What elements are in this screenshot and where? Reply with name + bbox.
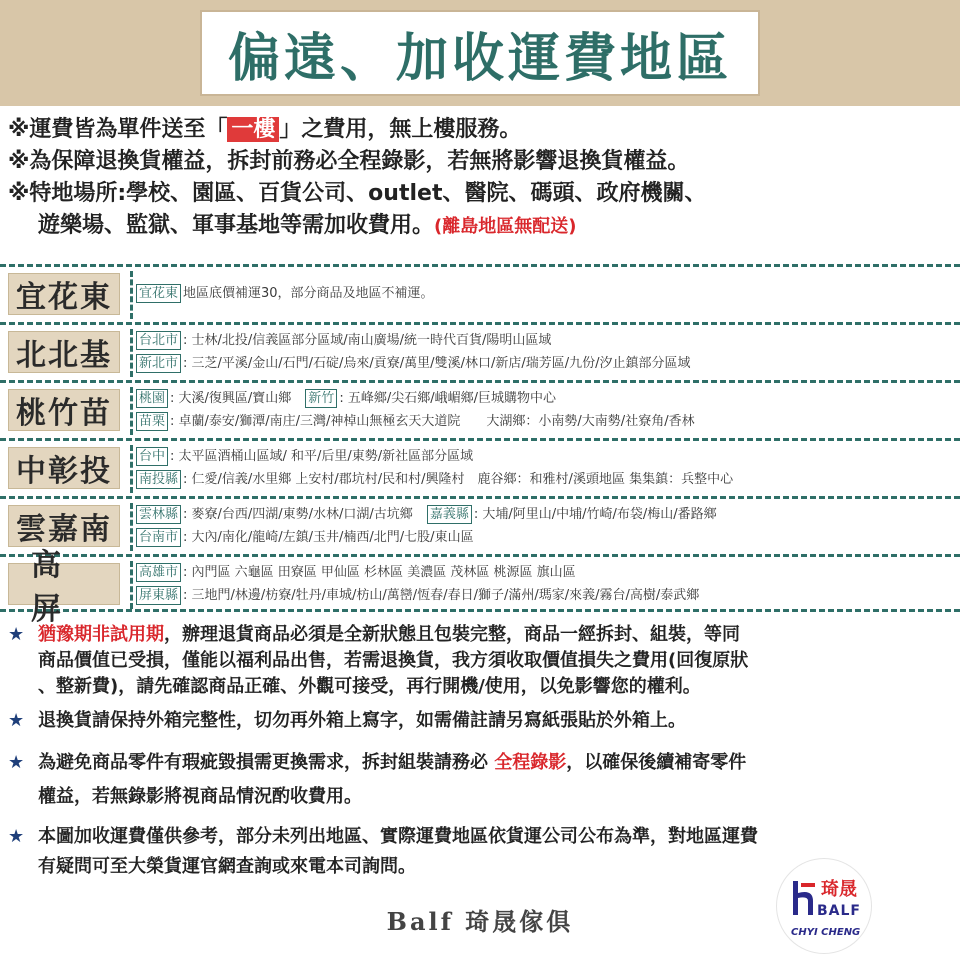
logo-mark-icon [791,879,819,917]
bullet-1 [8,622,952,700]
note-line-4 [8,210,952,243]
region-row [136,503,956,526]
area-tag: 台南市 [136,528,181,547]
note-1-suffix: 」之費用，無上樓服務。 [279,117,522,142]
region-beibeiji [0,322,960,380]
bullet-4-line-1: 本圖加收運費僅供參考，部分未列出地區、實際運費地區依貨運公司公布為準，對地區運費 [38,826,758,847]
area-text: : 大溪/復興區/寶山鄉 [170,391,292,406]
logo-cn-text: 琦晟 [821,879,857,900]
divider [130,271,133,319]
area-text: : 三地門/林邊/枋寮/牡丹/車城/枋山/萬巒/恆春/春日/獅子/滿州/瑪家/來義/霧台/高樹/泰武鄉 [183,588,700,603]
area-tag: 苗栗 [136,412,168,431]
area-text: 地區底價補運30，部分商品及地區不補運。 [183,286,434,301]
area-text: : 卓蘭/泰安/獅潭/南庄/三灣/神棹山無極玄天大道院 大湖鄉：小南勢/大南勢/社寮角/香林 [170,414,695,429]
area-tag: 高雄市 [136,563,181,582]
star-icon: ★ [8,752,25,773]
logo-en-text: BALF [817,903,861,919]
page-title: 偏遠、加收運費地區 [227,28,732,89]
bullet-1-line-1: ，辦理退貨商品必須是全新狀態且包裝完整，商品一經拆封、組裝，等同 [164,624,740,645]
region-label: 桃竹苗 [8,389,120,431]
brand-logo [776,858,872,954]
area-tag: 嘉義縣 [427,505,472,524]
region-label: 高屏 [8,563,120,605]
bullet-3-suffix: ，以確保後續補寄零件 [566,752,747,773]
header-banner [0,0,960,106]
footer-brand: Balf 琦晟傢俱 [386,907,574,936]
region-zhongzhangtou [0,438,960,496]
note-1-highlight: 一樓 [227,117,279,142]
divider [130,329,133,377]
area-text: : 內門區 六龜區 田寮區 甲仙區 杉林區 美濃區 茂林區 桃源區 旗山區 [183,565,576,580]
area-text: : 仁愛/信義/水里鄉 上安村/郡坑村/民和村/興隆村 鹿谷鄉：和雅村/溪頭地區 集集鎮：兵整中心 [183,472,734,487]
region-row [136,410,956,433]
area-text: : 太平區酒桶山區域/ 和平/后里/東勢/新社區部分區域 [170,449,474,464]
region-row [136,526,956,549]
divider [130,561,133,609]
region-yunjianan [0,496,960,554]
area-tag: 南投縣 [136,470,181,489]
bullet-3-line-2: 權益，若無錄影將視商品情況酌收費用。 [38,786,362,807]
note-line-2: ※為保障退換貨權益，拆封前務必全程錄影，若無將影響退換貨權益。 [8,149,690,174]
area-text: : 士林/北投/信義區部分區域/南山廣場/統一時代百貨/陽明山區域 [183,333,552,348]
region-gaoping [0,548,960,627]
star-icon: ★ [8,624,25,645]
area-tag: 雲林縣 [136,505,181,524]
bullet-3-prefix: 為避免商品零件有瑕疵毀損需更換需求，拆封組裝請務必 [38,752,495,773]
note-4-text: 遊樂場、監獄、軍事基地等需加收費用。 [38,213,435,238]
region-label: 雲嘉南 [8,505,120,547]
region-row [136,445,956,468]
title-box [200,10,760,96]
region-label: 宜花東 [8,273,120,315]
region-label: 中彰投 [8,447,120,489]
area-text: : 大內/南化/龍崎/左鎮/玉井/楠西/北門/七股/東山區 [183,530,474,545]
area-tag: 台北市 [136,331,181,350]
bullet-2 [8,708,952,734]
area-text: : 麥寮/台西/四湖/東勢/水林/口湖/古坑鄉 [183,507,413,522]
area-tag: 桃園 [136,389,168,408]
area-tag: 台中 [136,447,168,466]
note-4-red: (離島地區無配送) [434,216,577,237]
area-tag: 宜花東 [136,284,181,303]
note-line-1 [8,114,952,146]
area-text: : 大埔/阿里山/中埔/竹崎/布袋/梅山/番路鄉 [473,507,717,522]
region-row [136,329,956,352]
bullet-2-text: 退換貨請保持外箱完整性，切勿再外箱上寫字，如需備註請另寫紙張貼於外箱上。 [38,710,686,731]
note-line-3: ※特地場所:學校、園區、百貨公司、outlet、醫院、碼頭、政府機關、 [8,181,707,206]
divider [130,387,133,435]
divider [130,445,133,493]
area-text: : 三芝/平溪/金山/石門/石碇/烏來/貢寮/萬里/雙溪/林口/新店/瑞芳區/九份/汐止鎮部分區域 [183,356,691,371]
bullet-1-line-2: 商品價值已受損，僅能以福利品出售，若需退換貨，我方須收取價值損失之費用(回復原狀 [38,650,749,671]
bullet-4-line-2: 有疑問可至大榮貨運官網查詢或來電本司詢問。 [38,856,416,877]
divider [130,503,133,551]
region-row [136,387,956,410]
star-icon: ★ [8,710,25,731]
region-label: 北北基 [8,331,120,373]
area-tag: 新北市 [136,354,181,373]
area-tag: 屏東縣 [136,586,181,605]
region-row [136,561,956,584]
notes-section [8,114,952,243]
area-text: : 五峰鄉/尖石鄉/峨嵋鄉/巨城購物中心 [339,391,556,406]
area-tag: 新竹 [305,389,337,408]
bullet-3-red: 全程錄影 [494,752,567,773]
star-icon: ★ [8,826,25,847]
region-row [136,468,956,491]
bullet-3 [8,750,952,810]
note-1-prefix: ※運費皆為單件送至「 [8,117,228,142]
region-row [136,271,956,317]
region-row [136,352,956,375]
logo-sub-text: CHYI CHENG [791,927,861,938]
bullet-1-line-3: 、整新費)，請先確認商品正確、外觀可接受，再行開機/使用，以免影響您的權利。 [38,676,701,697]
region-taozhumiao [0,380,960,438]
bullet-1-red: 猶豫期非試用期 [38,624,164,645]
region-yihuadong [0,264,960,322]
region-row [136,584,956,607]
